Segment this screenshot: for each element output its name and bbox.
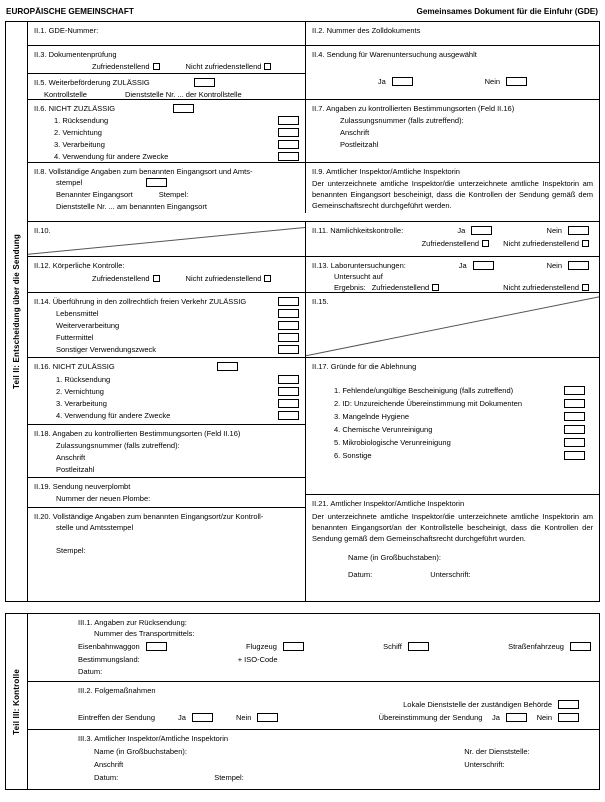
ii11-no-label: Nein bbox=[546, 226, 562, 235]
ii5-control-point-label: Kontrollstelle bbox=[44, 90, 87, 99]
ii12-satisfactory-checkbox[interactable] bbox=[153, 275, 160, 282]
ii17-chemical-box[interactable] bbox=[564, 425, 585, 434]
field-ii11 bbox=[306, 222, 599, 257]
iii3-signature-label: Unterschrift: bbox=[464, 760, 505, 769]
field-ii12 bbox=[28, 257, 305, 293]
iii1-ship-box[interactable] bbox=[408, 642, 429, 651]
iii1-ship-label: Schiff bbox=[383, 642, 402, 651]
field-ii11-label: II.11. Nämlichkeitskontrolle: bbox=[312, 226, 404, 235]
field-ii16 bbox=[28, 358, 305, 425]
ii12-satisfactory-label: Zufriedenstellend bbox=[92, 274, 150, 283]
iii3-address-label: Anschrift bbox=[94, 760, 124, 769]
field-ii21 bbox=[306, 495, 599, 600]
iii1-rail-box[interactable] bbox=[146, 642, 167, 651]
ii7-approval-no-label: Zulassungsnummer (falls zutreffend): bbox=[340, 116, 464, 125]
ii21-name-label: Name (in Großbuchstaben): bbox=[348, 553, 441, 562]
iii3-stamp-label: Stempel: bbox=[214, 773, 244, 782]
field-iii3 bbox=[28, 730, 599, 788]
ii6-transformation-box[interactable] bbox=[278, 140, 299, 149]
ii13-yes-label: Ja bbox=[458, 261, 467, 270]
field-ii19-label: II.19. Sendung neuverplombt bbox=[34, 482, 131, 491]
iii2-local-unit-box[interactable] bbox=[558, 700, 579, 709]
field-iii1-label: III.1. Angaben zur Rücksendung: bbox=[78, 618, 187, 627]
field-ii17 bbox=[306, 358, 599, 495]
field-ii7-label: II.7. Angaben zu kontrollierten Bestimmungsorten (Feld II.16) bbox=[312, 104, 515, 113]
part2-side-strip bbox=[6, 22, 28, 601]
iii2-arrival-label: Eintreffen der Sendung bbox=[78, 713, 156, 722]
ii18-address-label: Anschrift bbox=[56, 453, 86, 462]
part3-side-strip bbox=[6, 614, 28, 789]
ii13-satisfactory-label: Zufriedenstellend bbox=[371, 283, 430, 292]
ii8-entry-point-label: Benannter Eingangsort bbox=[56, 190, 133, 199]
ii3-not-satisfactory-checkbox[interactable] bbox=[264, 63, 271, 70]
ii8-full-details-box[interactable] bbox=[146, 178, 167, 187]
ii4-yes-label: Ja bbox=[377, 77, 386, 86]
ii14-processing-box[interactable] bbox=[278, 321, 299, 330]
iii2-arrival-yes-label: Ja bbox=[178, 713, 186, 722]
ii12-not-satisfactory-checkbox[interactable] bbox=[264, 275, 271, 282]
field-ii9 bbox=[306, 163, 599, 213]
header-left-title: EUROPÄISCHE GEMEINSCHAFT bbox=[6, 7, 134, 16]
diagonal-line bbox=[306, 293, 599, 357]
ii6-destruction-box[interactable] bbox=[278, 128, 299, 137]
ii4-no-label: Nein bbox=[484, 77, 501, 86]
field-ii13 bbox=[306, 257, 599, 293]
ii11-satisfactory-checkbox[interactable] bbox=[482, 240, 489, 247]
field-ii4 bbox=[306, 46, 599, 100]
ii16-destruction-box[interactable] bbox=[278, 387, 299, 396]
ii17-certificate-box[interactable] bbox=[564, 386, 585, 395]
field-iii1 bbox=[28, 614, 599, 682]
ii6-item-1: 1. Rücksendung bbox=[54, 116, 109, 125]
field-ii14-label: II.14. Überführung in den zollrechtlich freien Verkehr ZULÄSSIG bbox=[34, 297, 247, 306]
ii19-seal-no-label: Nummer der neuen Plombe: bbox=[56, 494, 151, 503]
field-ii20-label-line2: stelle und Amtsstempel bbox=[56, 523, 134, 532]
ii13-not-satisfactory-label: Nicht zufriedenstellend bbox=[503, 283, 579, 292]
ii17-reason-1: 1. Fehlende/ungültige Bescheinigung (falls zutreffend) bbox=[334, 386, 514, 395]
ii6-item-3: 3. Verarbeitung bbox=[54, 140, 105, 149]
ii16-item-4: 4. Verwendung für andere Zwecke bbox=[56, 411, 171, 420]
field-ii2 bbox=[306, 22, 599, 46]
iii1-date-label: Datum: bbox=[78, 667, 103, 676]
ii13-no-label: Nein bbox=[546, 261, 562, 270]
ii21-signature-label: Unterschrift: bbox=[430, 570, 471, 579]
iii2-conformity-no-label: Nein bbox=[536, 713, 552, 722]
field-ii19 bbox=[28, 478, 305, 508]
part2-side-label: Teil II: Entscheidung über die Sendung bbox=[12, 233, 21, 389]
ii17-hygiene-box[interactable] bbox=[564, 412, 585, 421]
iii3-date-label: Datum: bbox=[94, 773, 119, 782]
ii17-reason-6: 6. Sonstige bbox=[334, 451, 372, 460]
field-ii16-label: II.16. NICHT ZULÄSSIG bbox=[34, 362, 115, 371]
field-ii14 bbox=[28, 293, 305, 358]
ii14-item-4: Sonstiger Verwendungszweck bbox=[56, 345, 157, 354]
iii2-conformity-yes-box[interactable] bbox=[506, 713, 527, 722]
ii17-reason-4: 4. Chemische Verunreinigung bbox=[334, 425, 433, 434]
iii2-local-unit-label: Lokale Dienststelle der zuständigen Behörde bbox=[403, 700, 552, 709]
ii14-other-box[interactable] bbox=[278, 345, 299, 354]
ii3-satisfactory-label: Zufriedenstellend bbox=[92, 62, 150, 71]
ii17-other-box[interactable] bbox=[564, 451, 585, 460]
field-ii10 bbox=[28, 222, 305, 257]
ii3-satisfactory-checkbox[interactable] bbox=[153, 63, 160, 70]
ii13-no-box[interactable] bbox=[568, 261, 589, 270]
field-iii3-label: III.3. Amtlicher Inspektor/Amtliche Inspektorin bbox=[78, 734, 229, 743]
part3-side-label: Teil III: Kontrolle bbox=[12, 668, 21, 735]
field-ii3 bbox=[28, 46, 305, 74]
part3-table bbox=[5, 613, 600, 790]
iii3-office-no-label: Nr. der Dienststelle: bbox=[464, 747, 530, 756]
field-ii17-label: II.17. Gründe für die Ablehnung bbox=[312, 362, 417, 371]
ii4-yes-box[interactable] bbox=[392, 77, 413, 86]
field-ii10-label: II.10. bbox=[34, 226, 51, 235]
part2-table bbox=[5, 21, 600, 602]
field-ii6 bbox=[28, 100, 305, 163]
iii1-road-label: Straßenfahrzeug bbox=[508, 642, 564, 651]
ii11-no-box[interactable] bbox=[568, 226, 589, 235]
ii14-food-box[interactable] bbox=[278, 309, 299, 318]
ii16-item-2: 2. Vernichtung bbox=[56, 387, 104, 396]
ii14-acceptable-box[interactable] bbox=[278, 297, 299, 306]
ii11-not-satisfactory-checkbox[interactable] bbox=[582, 240, 589, 247]
field-ii18 bbox=[28, 425, 305, 478]
diagonal-line bbox=[28, 222, 305, 256]
ii18-postcode-label: Postleitzahl bbox=[56, 465, 95, 474]
iii2-arrival-yes-box[interactable] bbox=[192, 713, 213, 722]
field-ii9-text: Der unterzeichnete amtliche Inspektor/die unterzeichnete amtliche Inspektorin am benannten Eingangsort bescheinigt, dass die Kontrollen der Sendung gemäß dem Gemeinschaftsrecht durchgeführt werden. bbox=[312, 179, 593, 210]
ii14-item-2: Weiterverarbeitung bbox=[56, 321, 120, 330]
iii2-arrival-no-label: Nein bbox=[235, 713, 252, 722]
ii13-yes-box[interactable] bbox=[473, 261, 494, 270]
ii5-office-no-label: Dienststelle Nr. ... der Kontrollstelle bbox=[124, 90, 242, 99]
field-iii2 bbox=[28, 682, 599, 730]
ii16-redispatch-box[interactable] bbox=[278, 375, 299, 384]
iii1-iso-code-label: + ISO-Code bbox=[237, 655, 278, 664]
ii17-reason-3: 3. Mangelnde Hygiene bbox=[334, 412, 410, 421]
separator-row bbox=[28, 213, 599, 222]
iii1-transport-no-label: Nummer des Transportmittels: bbox=[94, 629, 195, 638]
ii4-no-box[interactable] bbox=[506, 77, 527, 86]
field-ii20 bbox=[28, 508, 305, 600]
iii1-rail-label: Eisenbahnwaggon bbox=[78, 642, 140, 651]
ii16-item-3: 3. Verarbeitung bbox=[56, 399, 107, 408]
ii16-not-acceptable-box[interactable] bbox=[217, 362, 238, 371]
ii18-approval-no-label: Zulassungsnummer (falls zutreffend): bbox=[56, 441, 180, 450]
ii13-not-satisfactory-checkbox[interactable] bbox=[582, 284, 589, 291]
field-ii13-label: II.13. Laboruntersuchungen: bbox=[312, 261, 406, 270]
iii1-road-box[interactable] bbox=[570, 642, 591, 651]
ii17-reason-2: 2. ID: Unzureichende Übereinstimmung mit Dokumenten bbox=[334, 399, 523, 408]
field-ii1 bbox=[28, 22, 305, 46]
ii11-yes-label: Ja bbox=[457, 226, 466, 235]
iii2-arrival-no-box[interactable] bbox=[257, 713, 278, 722]
ii16-transformation-box[interactable] bbox=[278, 399, 299, 408]
ii17-id-mismatch-box[interactable] bbox=[564, 399, 585, 408]
field-ii8 bbox=[28, 163, 305, 213]
iii2-conformity-no-box[interactable] bbox=[558, 713, 579, 722]
ii21-date-label: Datum: bbox=[348, 570, 373, 579]
ii8-stamp-label: Stempel: bbox=[158, 190, 189, 199]
field-ii5 bbox=[28, 74, 305, 100]
field-ii8-label-line1: II.8. Vollständige Angaben zum benannten Eingangsort und Amts- bbox=[34, 167, 253, 176]
ii7-address-label: Anschrift bbox=[340, 128, 370, 137]
field-ii15-label: II.15. bbox=[312, 297, 329, 306]
ii20-stamp-label: Stempel: bbox=[56, 546, 86, 555]
field-ii5-label: II.5. Weiterbeförderung ZULÄSSIG bbox=[34, 78, 150, 87]
ii11-yes-box[interactable] bbox=[471, 226, 492, 235]
iii1-plane-box[interactable] bbox=[283, 642, 304, 651]
field-ii6-label: II.6. NICHT ZUZLÄSSIG bbox=[34, 104, 116, 113]
ii6-redispatch-box[interactable] bbox=[278, 116, 299, 125]
field-ii3-label: II.3. Dokumentenprüfung bbox=[34, 50, 117, 59]
header-right-title: Gemeinsames Dokument für die Einfuhr (GDE) bbox=[416, 7, 598, 16]
field-ii21-text: Der unterzeichnete amtliche Inspektor/die unterzeichnete amtliche Inspektorin am benannten Eingangsort/an der Kontrollstelle bescheinigt, dass die Kontrollen der Sendung gemäß dem Gemeinschaftsrecht durchgeführt wurden. bbox=[312, 512, 593, 543]
ii6-not-acceptable-box[interactable] bbox=[173, 104, 194, 113]
field-ii18-label: II.18. Angaben zu kontrollierten Bestimmungsorten (Feld II.16) bbox=[34, 429, 241, 438]
iii1-destination-label: Bestimmungsland: bbox=[78, 655, 140, 664]
field-ii21-label: II.21. Amtlicher Inspektor/Amtliche Inspektorin bbox=[312, 499, 465, 508]
iii2-conformity-label: Übereinstimmung der Sendung bbox=[378, 713, 483, 722]
ii14-feed-box[interactable] bbox=[278, 333, 299, 342]
ii11-satisfactory-label: Zufriedenstellend bbox=[421, 239, 480, 248]
field-ii9-label: II.9. Amtlicher Inspektor/Amtliche Inspektorin bbox=[312, 167, 460, 176]
field-ii20-label-line1: II.20. Vollständige Angaben zum benannten Eingangsort/zur Kontroll- bbox=[34, 512, 264, 521]
ii7-postcode-label: Postleitzahl bbox=[340, 140, 379, 149]
ii6-item-4: 4. Verwendung für andere Zwecke bbox=[54, 152, 169, 161]
ii16-item-1: 1. Rücksendung bbox=[56, 375, 111, 384]
ii13-satisfactory-checkbox[interactable] bbox=[432, 284, 439, 291]
field-ii4-label: II.4. Sendung für Warenuntersuchung ausgewählt bbox=[312, 50, 477, 59]
ii16-other-use-box[interactable] bbox=[278, 411, 299, 420]
field-ii7 bbox=[306, 100, 599, 163]
ii14-item-3: Futtermittel bbox=[56, 333, 94, 342]
ii12-not-satisfactory-label: Nicht zufriedenstellend bbox=[185, 274, 262, 283]
iii1-plane-label: Flugzeug bbox=[246, 642, 277, 651]
ii6-other-use-box[interactable] bbox=[278, 152, 299, 161]
ii14-item-1: Lebensmittel bbox=[56, 309, 99, 318]
field-ii12-label: II.12. Körperliche Kontrolle: bbox=[34, 261, 125, 270]
iii2-conformity-yes-label: Ja bbox=[492, 713, 500, 722]
ii6-item-2: 2. Vernichtung bbox=[54, 128, 102, 137]
ii8-office-no-label: Dienststelle Nr. ... am benannten Eingangsort bbox=[56, 202, 207, 211]
ii5-permitted-box[interactable] bbox=[194, 78, 215, 87]
ii11-not-satisfactory-label: Nicht zufriedenstellend bbox=[503, 239, 579, 248]
ii17-reason-5: 5. Mikrobiologische Verunreinigung bbox=[334, 438, 451, 447]
field-ii2-label: II.2. Nummer des Zolldokuments bbox=[312, 26, 421, 35]
page-header bbox=[0, 0, 605, 17]
field-ii15 bbox=[306, 293, 599, 358]
iii3-name-label: Name (in Großbuchstaben): bbox=[94, 747, 187, 756]
ii13-tested-for-label: Untersucht auf bbox=[334, 272, 383, 281]
ii17-microbiological-box[interactable] bbox=[564, 438, 585, 447]
field-ii8-label-line2: stempel bbox=[56, 178, 83, 187]
field-ii1-label: II.1. GDE-Nummer: bbox=[34, 26, 99, 35]
ii3-not-satisfactory-label: Nicht zufriedenstellend bbox=[185, 62, 262, 71]
field-iii2-label: III.2. Folgemaßnahmen bbox=[78, 686, 156, 695]
ii13-result-label: Ergebnis: bbox=[334, 283, 366, 292]
